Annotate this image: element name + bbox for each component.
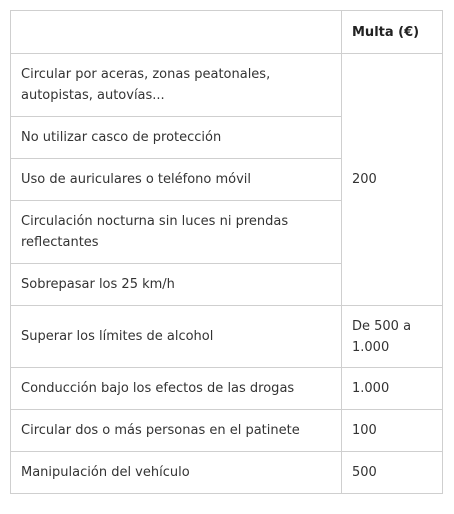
infraction-cell: Circulación nocturna sin luces ni prendas reflectantes (11, 201, 342, 264)
table-row (11, 410, 443, 452)
table-row (11, 452, 443, 494)
infraction-cell: Uso de auriculares o teléfono móvil (11, 159, 342, 201)
infraction-cell: Superar los límites de alcohol (11, 306, 342, 368)
table-row (11, 54, 443, 117)
infraction-cell: Circular dos o más personas en el patinete (11, 410, 342, 452)
infraction-cell: Conducción bajo los efectos de las drogas (11, 368, 342, 410)
infraction-cell: Manipulación del vehículo (11, 452, 342, 494)
table-row (11, 368, 443, 410)
fine-cell: De 500 a 1.000 (342, 306, 443, 368)
fine-cell: 500 (342, 452, 443, 494)
infraction-cell: No utilizar casco de protección (11, 117, 342, 159)
infraction-cell: Circular por aceras, zonas peatonales, autopistas, autovías... (11, 54, 342, 117)
fine-cell: 1.000 (342, 368, 443, 410)
fine-cell: 200 (342, 54, 443, 306)
table-header-row (11, 11, 443, 54)
fine-cell: 100 (342, 410, 443, 452)
fines-table (10, 10, 443, 494)
infraction-cell: Sobrepasar los 25 km/h (11, 264, 342, 306)
header-infraction-cell (11, 11, 342, 54)
table-row (11, 306, 443, 368)
header-fine-cell: Multa (€) (342, 11, 443, 54)
